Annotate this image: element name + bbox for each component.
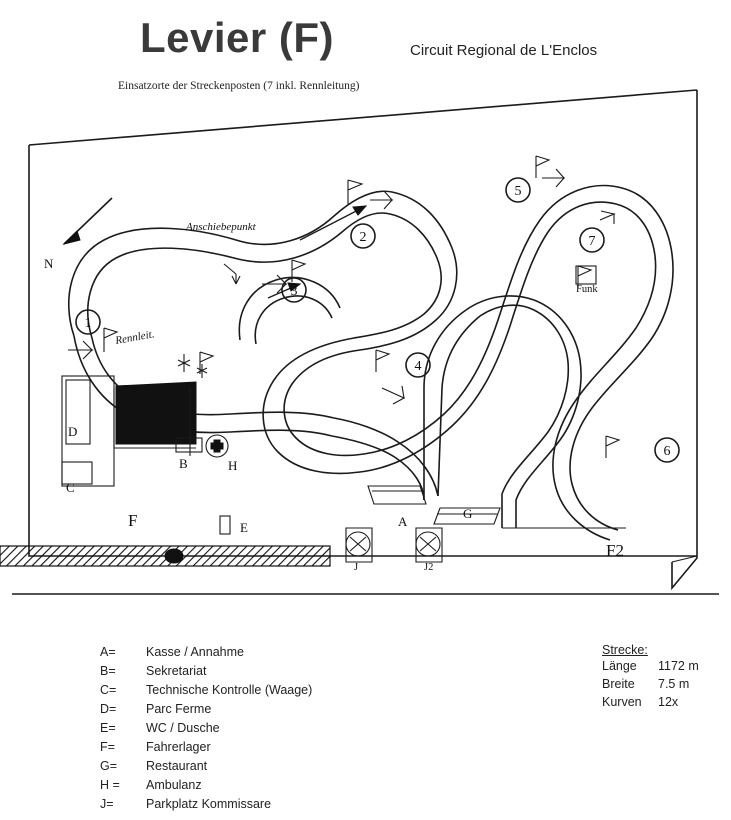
legend-key: D=: [100, 702, 117, 716]
main-building: [116, 382, 196, 444]
spec-row: [602, 659, 699, 677]
legend-key: A=: [100, 645, 116, 659]
legend-item: [100, 778, 312, 797]
spec-row: [602, 695, 699, 713]
radio-post-label: Funk: [576, 284, 598, 295]
legend-key: C=: [100, 683, 117, 697]
legend-value: Technische Kontrolle (Waage): [146, 683, 313, 697]
legend-item: [100, 683, 312, 702]
push-point-label: Anschiebepunkt: [186, 221, 256, 233]
legend-key: J=: [100, 797, 114, 811]
spec-label: Länge: [602, 659, 637, 673]
map-label-A: A: [398, 514, 408, 529]
legend-key: B=: [100, 664, 116, 678]
legend-item: [100, 759, 312, 778]
kasse-block: [368, 486, 426, 504]
legend-item: [100, 740, 312, 759]
track-map-svg: [0, 88, 731, 608]
marshal-post-7: [580, 228, 604, 252]
spec-value: 12x: [658, 695, 679, 709]
trees: [178, 354, 207, 378]
spec-value: 7.5 m: [658, 677, 690, 691]
legend-item: [100, 797, 312, 816]
legend-value: Sekretariat: [146, 664, 207, 678]
marshal-post-6: [655, 438, 679, 462]
marshal-post-4-label: 4: [414, 359, 422, 374]
legend-key: E=: [100, 721, 116, 735]
spec-row: [602, 677, 699, 695]
legend-key: H =: [100, 778, 120, 792]
map-label-E: E: [240, 520, 248, 535]
marshal-post-3-label: 3: [290, 284, 298, 299]
page-title: Levier (F): [140, 14, 335, 61]
race-control-label: Rennleit.: [114, 328, 156, 347]
legend-value: Parkplatz Kommissare: [146, 797, 272, 811]
legend-item: [100, 664, 312, 683]
marshal-post-5-label: 5: [514, 184, 522, 199]
legend-key: G=: [100, 759, 118, 773]
legend-item: [100, 645, 312, 664]
legend-item: [100, 702, 312, 721]
marshal-post-5: [506, 178, 530, 202]
map-label-C: C: [66, 480, 75, 495]
wc-block: [220, 516, 230, 534]
legend-value: Fahrerlager: [146, 740, 211, 754]
map-label-F: F: [128, 511, 138, 530]
marshal-post-note: Einsatzorte der Streckenposten (7 inkl. Rennleitung): [118, 80, 360, 92]
legend-key: F=: [100, 740, 115, 754]
track-specs: [602, 643, 699, 713]
push-point-marker: [185, 221, 257, 284]
spec-label: Breite: [602, 677, 635, 691]
marshal-post-1-label: 1: [84, 316, 92, 331]
map-label-H: H: [228, 458, 238, 473]
legend-value: Parc Ferme: [146, 702, 212, 716]
legend-value: Restaurant: [146, 759, 208, 773]
compass-label: N: [44, 256, 54, 271]
legend-item: [100, 721, 312, 740]
spec-label: Kurven: [602, 695, 642, 709]
map-label-F2: F2: [606, 541, 624, 560]
track-map: [0, 88, 731, 608]
marshal-post-6-label: 6: [663, 444, 671, 459]
legend-value: Ambulanz: [146, 778, 202, 792]
legend-value: WC / Dusche: [146, 721, 220, 735]
main-road: [0, 546, 330, 566]
track-specs-title: Strecke:: [602, 643, 648, 657]
parking-markers: [346, 528, 442, 562]
marshal-post-7-label: 7: [588, 234, 596, 249]
track-outline: [69, 186, 673, 530]
track-inner-edge: [88, 202, 656, 540]
map-label-G: G: [463, 506, 473, 521]
map-label-D: D: [68, 424, 78, 439]
map-label-J2: J2: [424, 562, 434, 573]
map-label-J: J: [354, 562, 359, 573]
compass-arrow: [44, 198, 112, 271]
legend-value: Kasse / Annahme: [146, 645, 244, 659]
map-label-B: B: [179, 456, 188, 471]
ambulance-cross-icon: [211, 440, 223, 452]
marshal-post-2-label: 2: [359, 230, 367, 245]
track-mid-loops: [332, 296, 626, 528]
legend: [100, 645, 312, 816]
marshal-post-2: [351, 224, 375, 248]
circuit-subtitle: Circuit Regional de L'Enclos: [410, 42, 598, 59]
spec-value: 1172 m: [658, 659, 699, 673]
